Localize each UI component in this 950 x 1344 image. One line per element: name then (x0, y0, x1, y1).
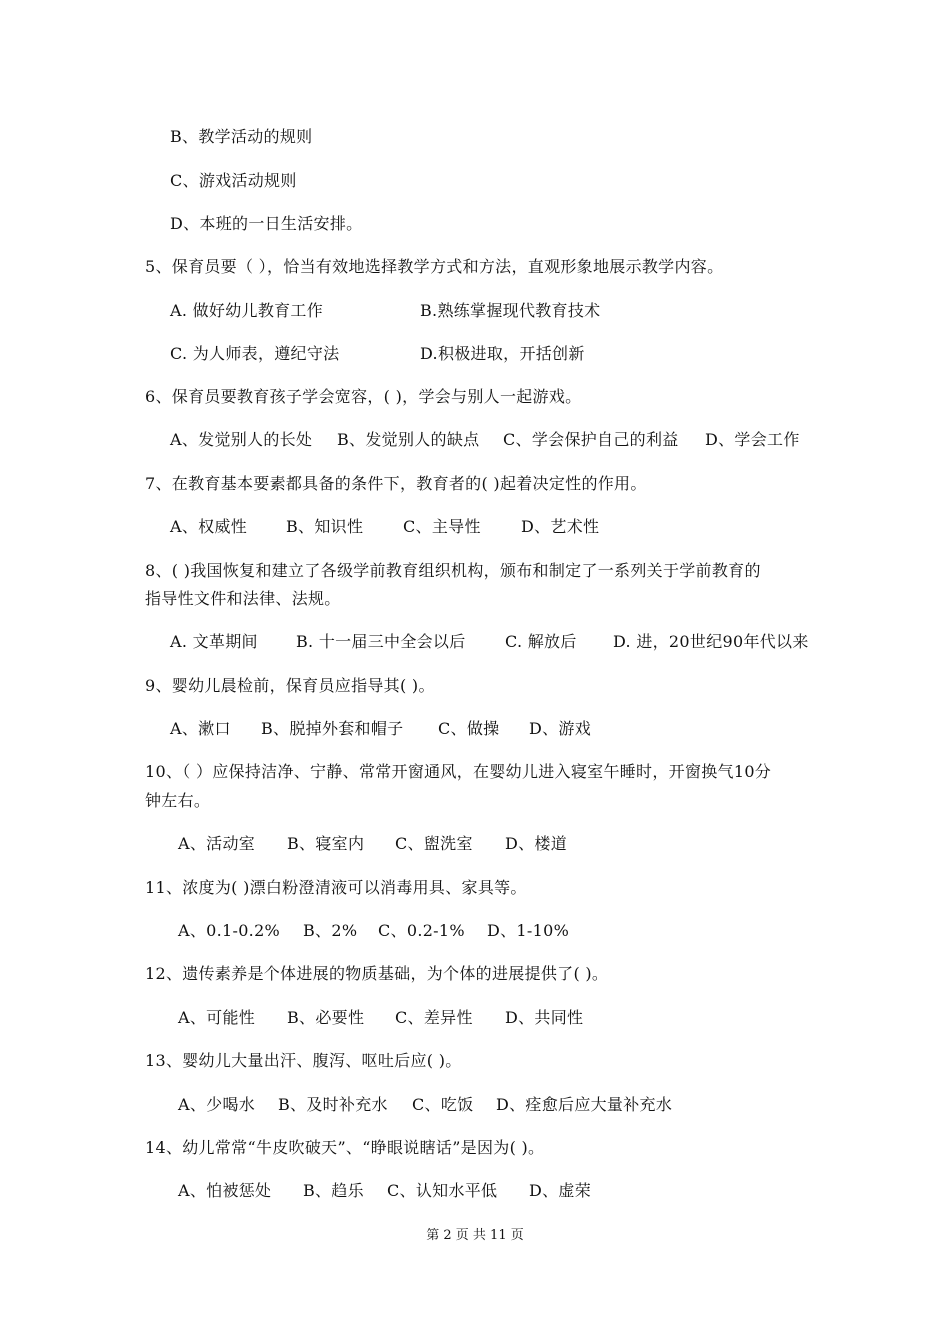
q14-option-b: B、趋乐 (303, 1181, 364, 1200)
q10-option-d: D、楼道 (505, 834, 568, 853)
q11-option-c: C、0.2-1% (378, 921, 465, 940)
q9-option-a: A、漱口 (170, 719, 231, 738)
q8-option-c: C. 解放后 (505, 632, 577, 651)
q9-stem: 9、婴幼儿晨检前，保育员应指导其( )。 (145, 676, 435, 695)
q11-option-a: A、0.1-0.2% (178, 921, 281, 940)
q9-option-b: B、脱掉外套和帽子 (261, 719, 404, 738)
q7-option-c: C、主导性 (403, 517, 481, 536)
q8-option-d: D. 进，20世纪90年代以来 (613, 632, 809, 651)
q11-stem: 11、浓度为( )漂白粉澄清液可以消毒用具、家具等。 (145, 878, 527, 897)
q10-option-c: C、盥洗室 (395, 834, 473, 853)
q14-stem: 14、幼儿常常“牛皮吹破天”、“睁眼说瞎话”是因为( )。 (145, 1138, 545, 1157)
q13-option-a: A、少喝水 (178, 1095, 256, 1114)
q14-option-d: D、虚荣 (529, 1181, 592, 1200)
q13-option-b: B、及时补充水 (278, 1095, 388, 1114)
q13-stem: 13、婴幼儿大量出汗、腹泻、呕吐后应( )。 (145, 1051, 462, 1070)
q10-stem-line-1: 10、（ ）应保持洁净、宁静、常常开窗通风，在婴幼儿进入寝室午睡时，开窗换气10分 (145, 762, 772, 781)
q8-stem-line-2: 指导性文件和法律、法规。 (145, 589, 341, 608)
q8-stem-line-1: 8、( )我国恢复和建立了各级学前教育组织机构，颁布和制定了一系列关于学前教育的 (145, 561, 761, 580)
q4-option-d: D、本班的一日生活安排。 (170, 214, 363, 233)
q11-option-d: D、1-10% (487, 921, 570, 940)
q10-option-b: B、寝室内 (287, 834, 365, 853)
q6-option-b: B、发觉别人的缺点 (337, 430, 480, 449)
q11-option-b: B、2% (303, 921, 358, 940)
q13-option-d: D、痊愈后应大量补充水 (496, 1095, 673, 1114)
q12-option-d: D、共同性 (505, 1008, 584, 1027)
q10-stem-line-2: 钟左右。 (145, 791, 211, 810)
q5-option-b: B.熟练掌握现代教育技术 (420, 301, 601, 320)
q5-option-d: D.积极进取，开括创新 (420, 344, 585, 363)
q6-option-c: C、学会保护自己的利益 (503, 430, 679, 449)
q10-option-a: A、活动室 (178, 834, 256, 853)
q7-option-b: B、知识性 (286, 517, 364, 536)
q7-option-d: D、艺术性 (521, 517, 600, 536)
page-footer: 第 2 页 共 11 页 (426, 1228, 524, 1243)
q12-stem: 12、遗传素养是个体进展的物质基础，为个体的进展提供了( )。 (145, 964, 609, 983)
q5-stem: 5、保育员要（ ），恰当有效地选择教学方式和方法，直观形象地展示教学内容。 (145, 257, 724, 276)
q9-option-c: C、做操 (438, 719, 500, 738)
q9-option-d: D、游戏 (529, 719, 592, 738)
q4-option-b: B、教学活动的规则 (170, 127, 313, 146)
q8-option-a: A. 文革期间 (170, 632, 258, 651)
q12-option-a: A、可能性 (178, 1008, 256, 1027)
q7-option-a: A、权威性 (170, 517, 248, 536)
q7-stem: 7、在教育基本要素都具备的条件下，教育者的( )起着决定性的作用。 (145, 474, 647, 493)
q6-option-a: A、发觉别人的长处 (170, 430, 313, 449)
q12-option-c: C、差异性 (395, 1008, 473, 1027)
q6-stem: 6、保育员要教育孩子学会宽容，( )，学会与别人一起游戏。 (145, 387, 582, 406)
q12-option-b: B、必要性 (287, 1008, 365, 1027)
q5-option-a: A. 做好幼儿教育工作 (170, 301, 324, 320)
q8-option-b: B. 十一届三中全会以后 (296, 632, 466, 651)
q14-option-c: C、认知水平低 (387, 1181, 498, 1200)
q5-option-c: C. 为人师表，遵纪守法 (170, 344, 340, 363)
q13-option-c: C、吃饭 (412, 1095, 474, 1114)
q6-option-d: D、学会工作 (705, 430, 800, 449)
q4-option-c: C、游戏活动规则 (170, 171, 297, 190)
q14-option-a: A、怕被惩处 (178, 1181, 272, 1200)
